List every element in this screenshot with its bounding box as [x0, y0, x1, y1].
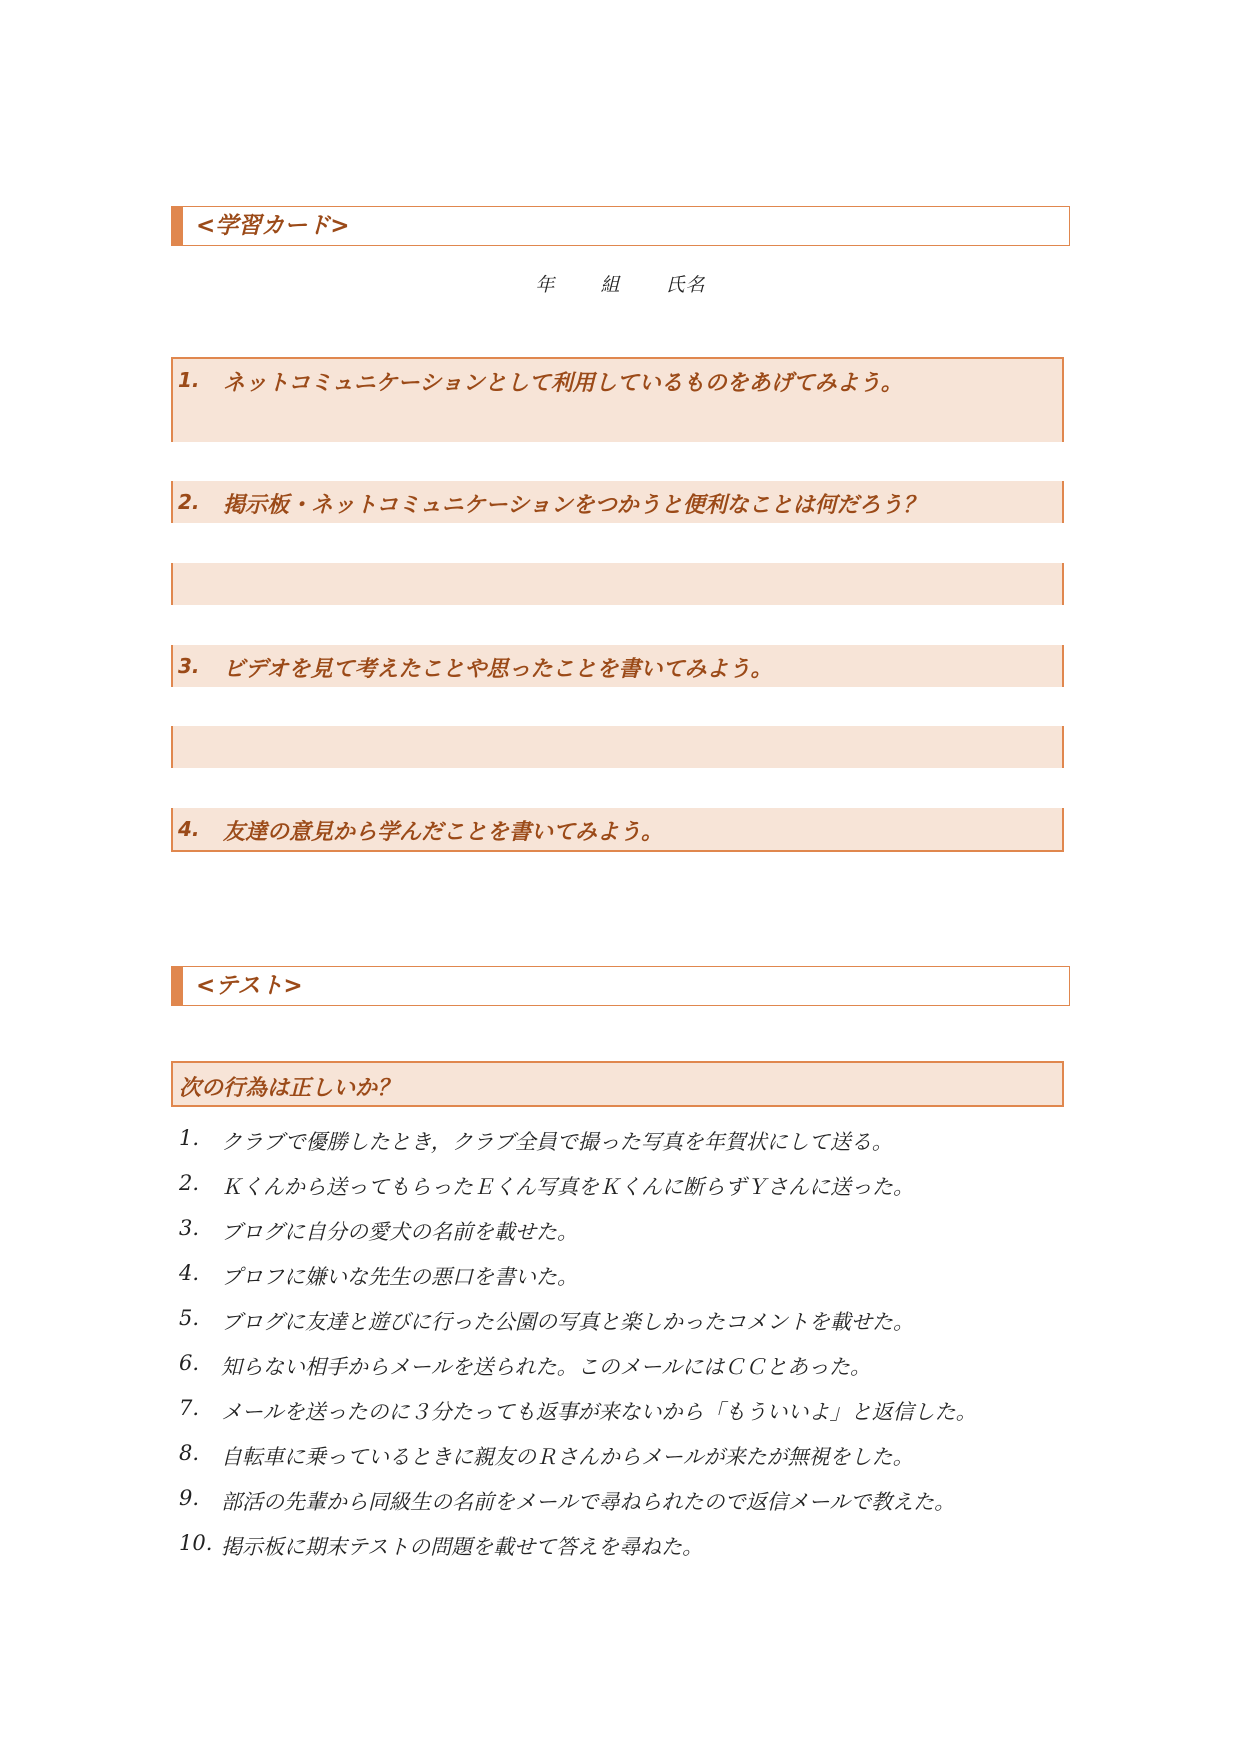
year-label: 年: [535, 274, 556, 296]
header-accent-bar: [172, 207, 183, 245]
test-item-text: ブログに自分の愛犬の名前を載せた。: [221, 1220, 578, 1244]
answer-area-3: [171, 726, 1064, 768]
test-item-number: 1.: [179, 1126, 200, 1150]
class-label: 組: [600, 274, 621, 296]
test-item: [175, 1388, 1055, 1433]
test-item-text: 知らない相手からメールを送られた。このメールにはＣＣとあった。: [221, 1355, 871, 1379]
learning-card-title: <学習カード>: [196, 213, 350, 239]
test-item: [175, 1478, 1055, 1523]
test-item-text: 掲示板に期末テストの問題を載せて答えを尋ねた。: [221, 1535, 704, 1559]
test-item-text: クラブで優勝したとき，クラブ全員で撮った写真を年賀状にして送る。: [221, 1130, 893, 1154]
test-item-number: 4.: [179, 1261, 200, 1285]
learning-card-header: [171, 206, 1070, 246]
test-item: [175, 1298, 1055, 1343]
test-item-text: ブログに友達と遊びに行った公園の写真と楽しかったコメントを載せた。: [221, 1310, 914, 1334]
question-3: [171, 645, 1064, 687]
test-item-number: 5.: [179, 1306, 200, 1330]
question-number: 4.: [178, 817, 200, 841]
question-number: 3.: [178, 654, 200, 678]
answer-area-2: [171, 563, 1064, 605]
question-text: ビデオを見て考えたことや思ったことを書いてみよう。: [223, 657, 773, 682]
test-item: [175, 1163, 1055, 1208]
question-number: 2.: [178, 490, 200, 514]
question-text: 友達の意見から学んだことを書いてみよう。: [223, 820, 664, 845]
test-header: [171, 966, 1070, 1006]
test-item: [175, 1343, 1055, 1388]
question-4: [171, 808, 1064, 852]
test-item-number: 6.: [179, 1351, 200, 1375]
question-2: [171, 481, 1064, 523]
name-line: [0, 270, 1241, 297]
test-item-number: 2.: [179, 1171, 200, 1195]
test-item-number: 7.: [179, 1396, 200, 1420]
test-item-text: プロフに嫌いな先生の悪口を書いた。: [221, 1265, 578, 1289]
question-1: [171, 357, 1064, 442]
test-item-number: 3.: [179, 1216, 200, 1240]
test-item-text: メールを送ったのに３分たっても返事が来ないから「もういいよ」と返信した。: [221, 1400, 977, 1424]
test-item-number: 10.: [179, 1531, 213, 1555]
test-title: <テスト>: [196, 973, 303, 999]
test-item: [175, 1253, 1055, 1298]
test-item: [175, 1523, 1055, 1568]
question-text: 掲示板・ネットコミュニケーションをつかうと便利なことは何だろう？: [223, 493, 925, 518]
test-item-text: Ｋくんから送ってもらったＥくん写真をＫくんに断らずＹさんに送った。: [221, 1175, 914, 1199]
test-prompt-text: 次の行為は正しいか？: [179, 1076, 400, 1101]
test-item: [175, 1118, 1055, 1163]
name-label: 氏名: [665, 274, 706, 296]
test-prompt: [171, 1061, 1064, 1107]
test-item-number: 8.: [179, 1441, 200, 1465]
question-text: ネットコミュニケーションとして利用しているものをあげてみよう。: [223, 371, 903, 396]
test-item-list: [175, 1118, 1055, 1568]
header-accent-bar: [172, 967, 183, 1005]
question-number: 1.: [178, 368, 200, 392]
test-item-text: 部活の先輩から同級生の名前をメールで尋ねられたので返信メールで教えた。: [221, 1490, 956, 1514]
test-item-number: 9.: [179, 1486, 200, 1510]
test-item-text: 自転車に乗っているときに親友のＲさんからメールが来たが無視をした。: [221, 1445, 914, 1469]
test-item: [175, 1208, 1055, 1253]
test-item: [175, 1433, 1055, 1478]
